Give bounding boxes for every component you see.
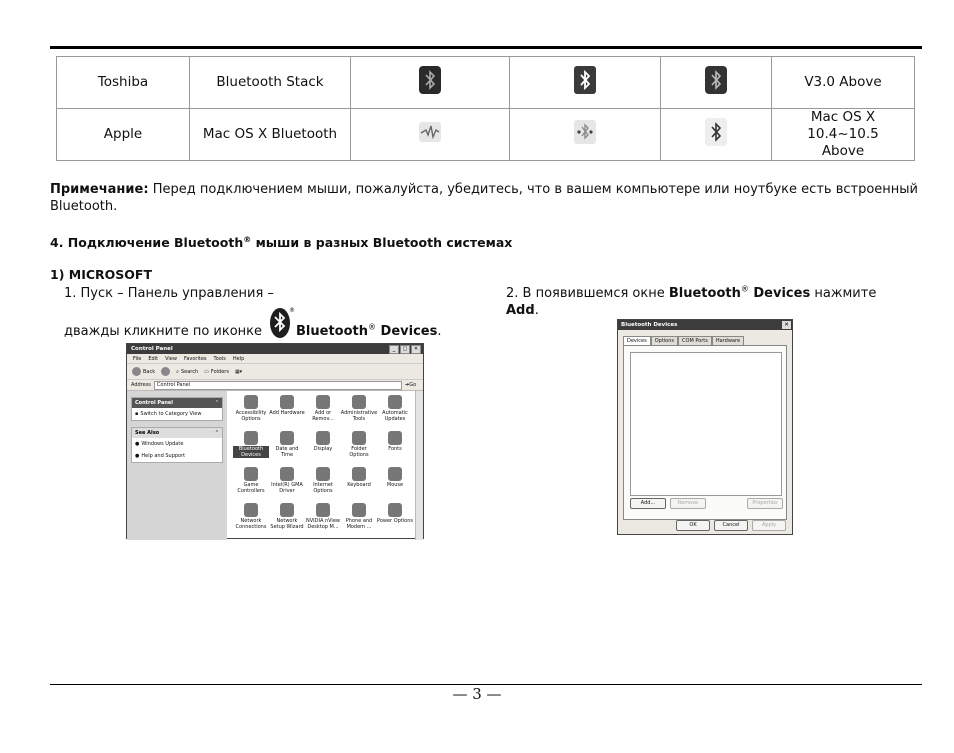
version-cell: V3.0 Above — [772, 57, 915, 109]
header-rule — [50, 46, 922, 49]
applet-icon — [316, 431, 330, 445]
dialog-title: Bluetooth Devices — [621, 322, 678, 328]
views-icon[interactable]: ▦▾ — [234, 368, 243, 375]
control-panel-item[interactable] — [341, 467, 377, 503]
control-panel-item[interactable] — [341, 395, 377, 431]
bluetooth-word: Bluetooth — [668, 286, 741, 301]
control-panel-item[interactable] — [305, 431, 341, 467]
period: . — [437, 324, 442, 339]
folders-label: Folders — [210, 368, 229, 375]
applet-icon — [352, 503, 366, 517]
control-panel-item[interactable] — [233, 431, 269, 467]
devices-word: Devices — [748, 286, 811, 301]
section-heading — [50, 234, 512, 251]
step1-text: дважды кликните по иконке — [64, 324, 263, 339]
tab-com-ports[interactable]: COM Ports — [678, 336, 712, 345]
address-label: Address — [131, 382, 151, 388]
period: . — [534, 303, 539, 318]
control-panel-item[interactable] — [233, 395, 269, 431]
brand-cell: Apple — [57, 109, 190, 161]
bluetooth-icon — [704, 65, 728, 95]
bluetooth-word: Bluetooth — [296, 324, 368, 339]
tab-devices[interactable]: Devices — [623, 336, 651, 345]
cancel-button[interactable]: Cancel — [714, 520, 748, 531]
stack-cell: Mac OS X Bluetooth — [190, 109, 351, 161]
control-panel-item[interactable] — [341, 431, 377, 467]
control-panel-item[interactable] — [305, 467, 341, 503]
folder-icon: ▭ — [204, 368, 209, 375]
tab-hardware[interactable]: Hardware — [712, 336, 744, 345]
panel-header[interactable] — [132, 398, 222, 408]
back-label: Back — [143, 368, 156, 375]
stack-cell: Bluetooth Stack — [190, 57, 351, 109]
back-button[interactable] — [132, 367, 155, 376]
section-title-suffix: мыши в разных Bluetooth системах — [251, 235, 513, 250]
applet-label: Automatic Updates — [382, 410, 408, 422]
control-panel-item[interactable] — [269, 503, 305, 539]
switch-icon: ▪ — [135, 411, 139, 417]
control-panel-item[interactable] — [377, 395, 413, 431]
menu-help[interactable]: Help — [232, 355, 245, 362]
applet-label: Accessibility Options — [235, 410, 267, 422]
control-panel-item[interactable] — [377, 431, 413, 467]
subsection-heading: 1) MICROSOFT — [50, 267, 152, 282]
bluetooth-icon — [418, 65, 442, 95]
applet-icon — [388, 503, 402, 517]
section-title-prefix: 4. Подключение Bluetooth — [50, 235, 244, 250]
switch-view-link[interactable] — [132, 408, 222, 420]
menu-favorites[interactable]: Favorites — [183, 355, 207, 362]
applet-icon — [388, 395, 402, 409]
applet-label: Add Hardware — [269, 410, 305, 416]
applet-icon — [280, 503, 294, 517]
control-panel-item[interactable] — [233, 467, 269, 503]
go-label: Go — [409, 382, 417, 388]
control-panel-item[interactable] — [341, 503, 377, 539]
address-input[interactable] — [154, 381, 402, 390]
icon-cell — [510, 109, 661, 161]
icon-cell — [351, 109, 510, 161]
menu-view[interactable]: View — [165, 355, 177, 362]
folders-button[interactable] — [204, 369, 229, 375]
task-pane — [127, 391, 227, 540]
forward-arrow-icon[interactable] — [161, 367, 170, 376]
control-panel-item[interactable] — [233, 503, 269, 539]
applet-icon — [244, 431, 258, 445]
toolbar — [127, 364, 423, 380]
control-panel-item[interactable] — [269, 395, 305, 431]
bluetooth-icon — [268, 305, 294, 340]
search-icon: ⌕ — [176, 368, 179, 375]
step2-middle: нажмите — [810, 286, 877, 301]
applet-icon — [352, 431, 366, 445]
see-also-title: See Also — [135, 430, 160, 436]
control-panel-item[interactable] — [305, 395, 341, 431]
applet-label: Display — [313, 446, 333, 452]
applet-icon — [316, 467, 330, 481]
control-panel-item[interactable] — [377, 467, 413, 503]
panel-title: Control Panel — [135, 400, 173, 406]
icon-cell — [510, 57, 661, 109]
help-support-link[interactable] — [132, 450, 222, 462]
tab-options[interactable]: Options — [651, 336, 678, 345]
applet-label: Mouse — [386, 482, 404, 488]
page-number: — 3 — — [452, 685, 502, 703]
devices-word: Devices — [376, 324, 438, 339]
table-row — [57, 57, 915, 109]
svg-text:®: ® — [289, 307, 295, 314]
ok-button[interactable]: OK — [676, 520, 710, 531]
properties-button[interactable]: Properties — [747, 498, 783, 509]
search-button[interactable] — [176, 369, 198, 375]
applet-icon — [280, 431, 294, 445]
window-title: Control Panel — [131, 346, 173, 352]
version-cell: Mac OS X 10.4~10.5 Above — [772, 109, 915, 161]
back-arrow-icon — [132, 367, 141, 376]
applet-label: Intel(R) GMA Driver — [271, 482, 303, 494]
applet-icon — [388, 431, 402, 445]
close-icon[interactable]: ✕ — [782, 321, 791, 329]
close-icon[interactable]: ✕ — [411, 345, 421, 354]
scrollbar[interactable] — [415, 391, 423, 540]
brand-cell: Toshiba — [57, 57, 190, 109]
applet-label: Internet Options — [313, 482, 333, 494]
applet-label: Date and Time — [275, 446, 299, 458]
help-icon: ● — [135, 453, 140, 459]
applet-label: Bluetooth Devices — [233, 446, 269, 458]
control-panel-box — [131, 397, 223, 421]
icon-cell — [351, 57, 510, 109]
table-row — [57, 109, 915, 161]
devices-list[interactable] — [630, 352, 782, 496]
window-titlebar — [127, 344, 423, 354]
bluetooth-icon — [573, 65, 597, 95]
bluetooth-dots-icon — [573, 117, 597, 147]
applet-label: Keyboard — [347, 482, 371, 488]
apply-button[interactable]: Apply — [752, 520, 786, 531]
applet-label: Administrative Tools — [340, 410, 378, 422]
minimize-icon[interactable]: _ — [389, 345, 399, 354]
step2-paragraph — [506, 285, 896, 319]
applet-icon — [244, 467, 258, 481]
control-panel-item[interactable] — [377, 503, 413, 539]
search-label: Search — [180, 368, 199, 375]
menu-tools[interactable]: Tools — [213, 355, 226, 362]
dialog-tabs — [623, 336, 792, 345]
menu-bar — [127, 354, 423, 364]
control-panel-item[interactable] — [269, 431, 305, 467]
windows-update-label: Windows Update — [141, 441, 184, 447]
collapse-icon[interactable]: ⌃ — [214, 400, 219, 406]
add-word: Add — [506, 303, 535, 318]
applet-label: Fonts — [388, 446, 402, 452]
menu-edit[interactable]: Edit — [148, 355, 159, 362]
applet-icon — [244, 503, 258, 517]
control-panel-screenshot — [126, 343, 424, 539]
applet-label: Add or Remov... — [312, 410, 334, 422]
globe-icon: ● — [135, 441, 140, 447]
applet-icon — [244, 395, 258, 409]
step2-text: 2. В появившемся окне — [506, 286, 669, 301]
tab-panel — [623, 345, 787, 520]
maximize-icon[interactable]: □ — [400, 345, 410, 354]
applet-icon — [316, 395, 330, 409]
dialog-titlebar — [618, 320, 792, 330]
applet-label: Power Options — [377, 518, 413, 524]
applet-icon — [352, 395, 366, 409]
icon-cell — [661, 109, 772, 161]
bluetooth-icon — [704, 117, 728, 147]
help-support-label: Help and Support — [141, 453, 186, 459]
control-panel-icons — [227, 391, 415, 540]
collapse-icon[interactable]: ⌃ — [214, 430, 219, 436]
note-label: Примечание: — [50, 182, 149, 197]
windows-update-link[interactable] — [132, 438, 222, 450]
applet-icon — [388, 467, 402, 481]
registered-mark: ® — [740, 284, 749, 294]
switch-view-label: Switch to Category View — [140, 411, 202, 417]
address-value: Control Panel — [156, 382, 191, 388]
note-text: Перед подключением мыши, пожалуйста, убедитесь, что в вашем компьютере или ноутбуке есть встроенный Bluetooth. — [50, 182, 918, 214]
control-panel-item[interactable] — [269, 467, 305, 503]
bluetooth-devices-dialog — [617, 319, 793, 535]
registered-mark: ® — [368, 322, 376, 332]
remove-button[interactable]: Remove — [670, 498, 706, 509]
applet-label: Phone and Modem ... — [345, 518, 373, 530]
applet-label: Folder Options — [349, 446, 369, 458]
control-panel-item[interactable] — [305, 503, 341, 539]
go-button[interactable]: ➔Go — [405, 382, 417, 388]
applet-label: Network Setup Wizard — [270, 518, 304, 530]
step1-line2 — [64, 323, 441, 340]
applet-label: Network Connections — [235, 518, 267, 530]
see-also-box — [131, 427, 223, 463]
note-paragraph — [50, 181, 918, 215]
applet-icon — [280, 467, 294, 481]
add-button[interactable]: Add... — [630, 498, 666, 509]
applet-icon — [316, 503, 330, 517]
menu-file[interactable]: File — [133, 355, 142, 362]
step1-line1: 1. Пуск – Панель управления – — [64, 286, 274, 301]
applet-icon — [280, 395, 294, 409]
see-also-header[interactable] — [132, 428, 222, 438]
applet-label: Game Controllers — [237, 482, 265, 494]
icon-cell — [661, 57, 772, 109]
address-bar — [127, 380, 423, 391]
bluetooth-waves-icon — [415, 117, 445, 147]
applet-icon — [352, 467, 366, 481]
compatibility-table — [56, 56, 915, 161]
applet-label: NVIDIA nView Desktop M... — [305, 518, 340, 530]
registered-mark: ® — [243, 234, 252, 244]
